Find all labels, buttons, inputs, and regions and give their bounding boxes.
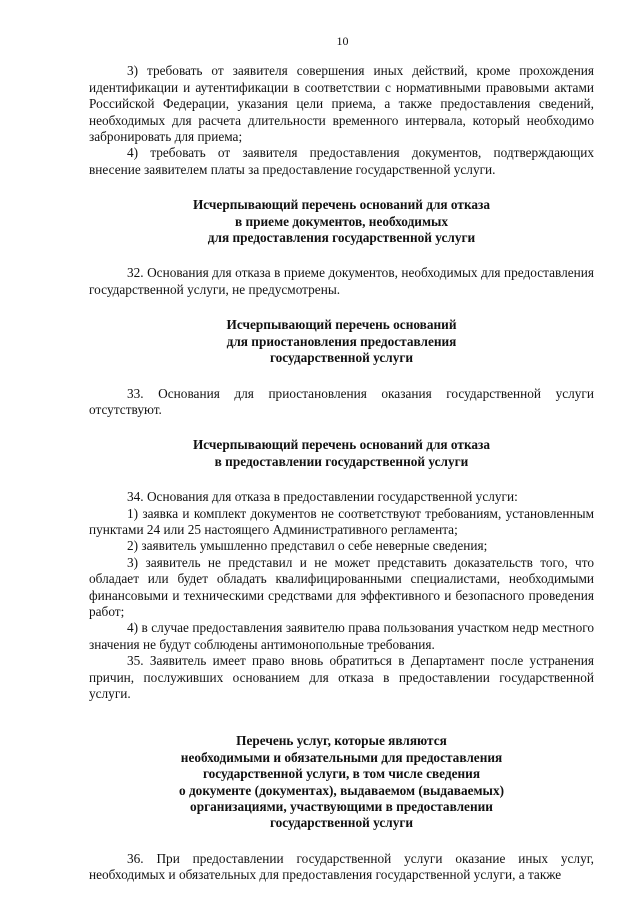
heading-line: Исчерпывающий перечень оснований	[226, 317, 457, 333]
section-heading-suspension	[89, 317, 594, 366]
paragraph-33: 33. Основания для приостановления оказания государственной услуги отсутствуют.	[89, 385, 594, 417]
heading-line: необходимыми и обязательными для предоставления	[180, 749, 503, 765]
section-heading-refusal-provision	[89, 437, 594, 470]
paragraph-34-item-2: 2) заявитель умышленно представил о себе неверные сведения;	[127, 538, 488, 554]
paragraph-item-3: 3) требовать от заявителя совершения иных действий, кроме прохождения идентификации и аутентификации в соответствии с нормативными правовыми актами Российской Федерации, указания цели приема, а также предоставления сведений, необходимых для расчета длительности временного интервала, который необходимо забронировать для приема;	[89, 63, 594, 145]
heading-line: Исчерпывающий перечень оснований для отказа	[192, 437, 491, 453]
heading-line: о документе (документах), выдаваемом (выдаваемых)	[178, 782, 505, 798]
paragraph-32: 32. Основания для отказа в приеме документов, необходимых для предоставления государственной услуги, не предусмотрены.	[89, 265, 594, 297]
heading-line: для приостановления предоставления	[226, 333, 457, 349]
section-heading-refusal-acceptance	[89, 197, 594, 246]
heading-line: Исчерпывающий перечень оснований для отказа	[192, 197, 491, 213]
section-heading-required-services	[89, 733, 594, 831]
heading-line: в предоставлении государственной услуги	[214, 453, 469, 469]
heading-line: государственной услуги	[269, 350, 414, 366]
heading-line: Перечень услуг, которые являются	[236, 733, 447, 749]
heading-line: организациями, участвующими в предоставлении	[190, 799, 493, 815]
heading-line: для предоставления государственной услуги	[207, 230, 476, 246]
paragraph-item-4: 4) требовать от заявителя предоставления документов, подтверждающих внесение заявителем платы за предоставление государственной услуги.	[89, 145, 594, 177]
page-number: 10	[336, 34, 349, 48]
paragraph-36: 36. При предоставлении государственной услуги оказание иных услуг, необходимых и обязательных для предоставления государственной услуги, а также	[89, 850, 594, 883]
paragraph-34-item-1: 1) заявка и комплект документов не соответствуют требованиям, установленным пунктами 24 или 25 настоящего Административного регламента;	[89, 505, 594, 537]
heading-line: государственной услуги	[269, 815, 414, 831]
paragraph-34-item-4: 4) в случае предоставления заявителю права пользования участком недр местного значения не будут соблюдены антимонопольные требования.	[89, 620, 594, 652]
heading-line: государственной услуги, в том числе сведения	[202, 766, 481, 782]
paragraph-35: 35. Заявитель имеет право вновь обратиться в Департамент после устранения причин, послуживших основанием для отказа в предоставлении государственной услуги.	[89, 653, 594, 701]
heading-line: в приеме документов, необходимых	[234, 213, 449, 229]
paragraph-34: 34. Основания для отказа в предоставлении государственной услуги:	[127, 489, 518, 505]
paragraph-34-item-3: 3) заявитель не представил и не может представить доказательств того, что обладает или будет обладать квалифицированными специалистами, необходимыми финансовыми и техническими средствами для эффективного и безопасного проведения работ;	[89, 554, 594, 619]
